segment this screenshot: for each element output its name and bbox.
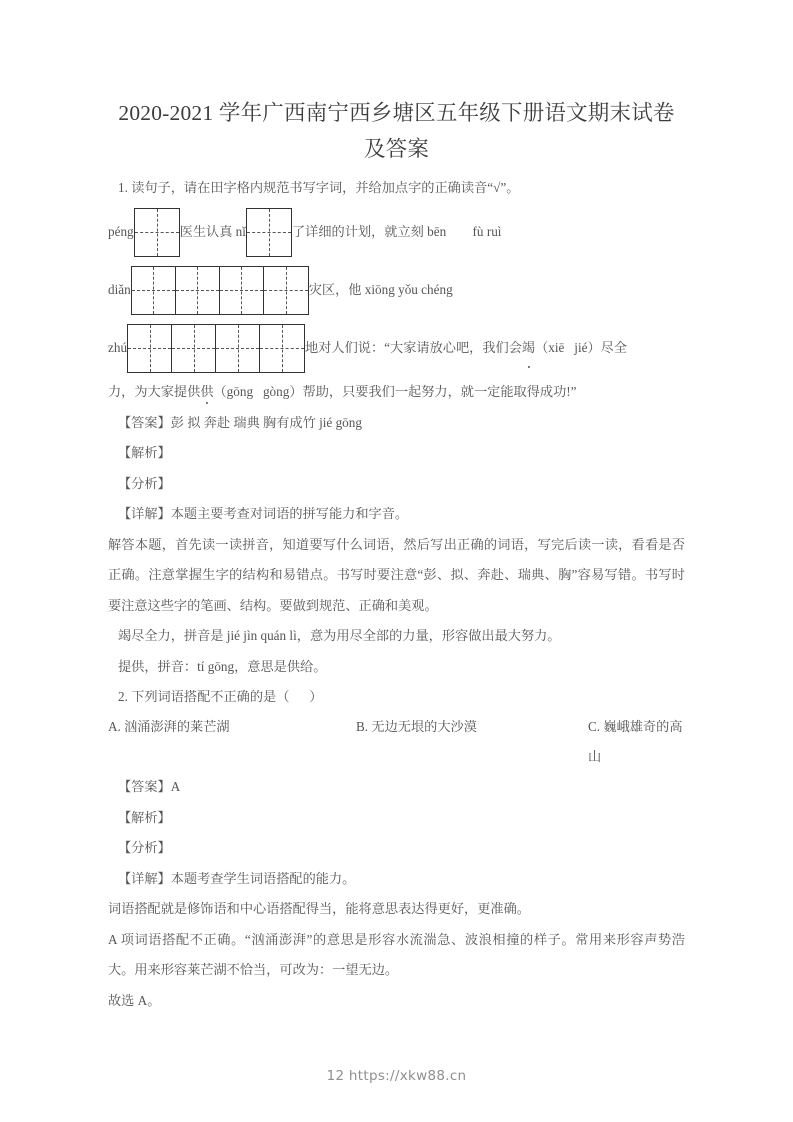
question-2-option-a[interactable]: A. 汹涌澎湃的莱芒湖 <box>108 719 230 734</box>
question-1-detail-2: 解答本题，首先读一读拼音，知道要写什么词语，然后写出正确的词语，写完后读一读，看看是否正确。注意掌握生字的结构和易错点。书写时要注意“彭、拟、奔赴、瑞典、胸”容易写错。书写时要注意这些字的笔画、结构。要做到规范、正确和美观。 <box>108 536 685 613</box>
page-title <box>108 95 685 167</box>
question-1-continuation <box>108 377 685 408</box>
tianzige-cell[interactable] <box>247 209 291 256</box>
tianzige-box-1[interactable] <box>134 208 180 257</box>
grid-row-3-text-after: （xiē jié）尽全 <box>535 340 628 355</box>
question-1-analysis-label: 【解析】 <box>118 445 171 460</box>
tianzige-cell[interactable] <box>135 209 179 256</box>
grid-row-1-text-2: 了详细的计划，就立刻 bēn fù ruì <box>291 224 502 239</box>
question-2-option-c[interactable]: C. 巍峨雄奇的高山 <box>588 719 683 764</box>
question-1-detail-1: 【详解】本题主要考查对词语的拼写能力和字音。 <box>118 506 409 521</box>
question-1-detail-4: 提供，拼音：tí gōng，意思是供给。 <box>118 658 327 674</box>
question-2-detail-4: 故选 A。 <box>108 992 161 1008</box>
tianzige-cell[interactable] <box>132 267 176 314</box>
tianzige-box-4[interactable] <box>127 324 305 373</box>
question-1-grid-row-1 <box>108 203 685 261</box>
tianzige-box-3[interactable] <box>131 266 309 315</box>
question-2-analysis-label: 【解析】 <box>118 809 171 825</box>
tianzige-cell[interactable] <box>264 267 308 314</box>
marked-char-jie: 竭 <box>522 333 535 363</box>
question-1-grid-row-3 <box>108 319 685 377</box>
question-2-detail-3: A 项词语搭配不正确。“汹涌澎湃”的意思是形容水流湍急、波浪相撞的样子。常用来形容声势浩大。用来形容莱芒湖不恰当，可改为：一望无边。 <box>108 931 685 977</box>
question-1-answer: 【答案】彭 拟 奔赴 瑞典 胸有成竹 jié gōng <box>118 414 362 430</box>
question-2-options <box>108 712 685 772</box>
marked-char-gong: 供 <box>200 384 214 399</box>
page-title-line-2: 及答案 <box>363 137 430 161</box>
tianzige-box-2[interactable] <box>246 208 292 257</box>
question-2-stem: 2. 下列词语搭配不正确的是（ ） <box>118 689 323 704</box>
pinyin-peng: péng <box>108 224 134 239</box>
question-1-stem: 1. 读句子，请在田字格内规范书写字词，并给加点字的正确读音“√”。 <box>118 180 520 195</box>
grid-row-3-text-before: 地对人们说：“大家请放心吧，我们会 <box>305 340 522 355</box>
question-2-detail-2: 词语搭配就是修饰语和中心语搭配得当，能将意思表达得更好，更准确。 <box>108 901 530 916</box>
page-watermark: 12 https://xkw88.cn <box>326 1068 467 1084</box>
question-1-grid-row-2 <box>108 261 685 319</box>
grid-row-1-text-1: 医生认真 nǐ <box>179 224 246 239</box>
question-2-option-b[interactable]: B. 无边无垠的大沙漠 <box>356 719 477 734</box>
tianzige-cell[interactable] <box>260 325 304 372</box>
tianzige-cell[interactable] <box>220 267 264 314</box>
page-title-line-1: 2020-2021 学年广西南宁西乡塘区五年级下册语文期末试卷 <box>118 101 675 125</box>
question-2-breakdown-label: 【分析】 <box>118 840 171 855</box>
tianzige-cell[interactable] <box>128 325 172 372</box>
question-1-breakdown-label: 【分析】 <box>118 475 171 491</box>
pinyin-dian: diǎn <box>108 282 131 297</box>
question-2-detail-1: 【详解】本题考查学生词语搭配的能力。 <box>118 870 356 886</box>
question-1-detail-3: 竭尽全力，拼音是 jié jìn quán lì，意为用尽全部的力量，形容做出最大努力。 <box>118 628 561 643</box>
pinyin-zhu: zhú <box>108 340 128 355</box>
question-2-answer: 【答案】A <box>118 779 181 794</box>
grid-row-2-text: 灾区，他 xiōng yǒu chéng <box>308 282 453 297</box>
tianzige-cell[interactable] <box>176 267 220 314</box>
tianzige-cell[interactable] <box>172 325 216 372</box>
continuation-before: 力，为大家提供 <box>108 384 201 399</box>
tianzige-cell[interactable] <box>216 325 260 372</box>
continuation-after: （gōng gòng）帮助，只要我们一起努力，就一定能取得成功!” <box>213 384 577 399</box>
